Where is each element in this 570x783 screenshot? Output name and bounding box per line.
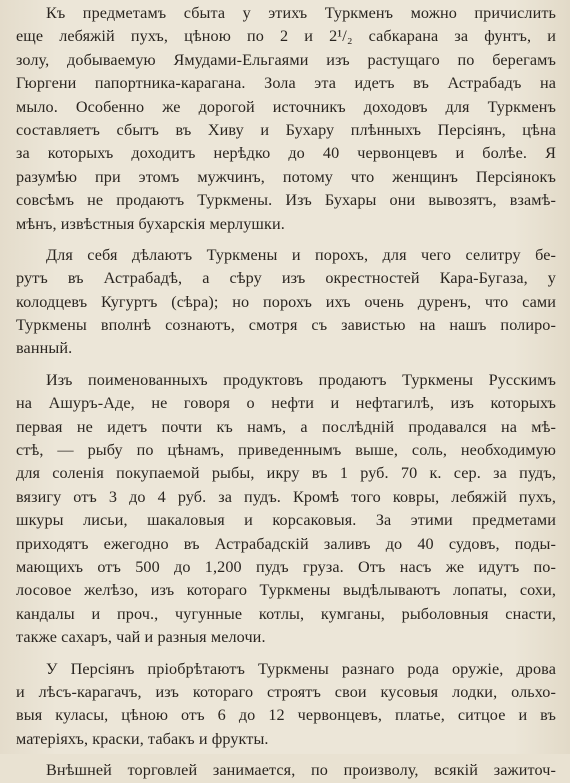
text-line: золу, добываемую Ямудами-Ельгаями изъ растущаго по берегамъ <box>16 50 556 69</box>
paragraph-gap <box>16 751 556 759</box>
text-line: на Ашуръ-Аде, не говоря о нефти и нефтагилѣ, изъ которыхъ <box>16 394 556 413</box>
text-line: У Персіянъ пріобрѣтаютъ Туркмены разнаго рода оружіе, дрова <box>46 659 556 678</box>
text-line: колодцевъ Кугуртъ (сѣра); но порохъ ихъ очень дуренъ, что сами <box>16 292 556 311</box>
text-line: Къ предметамъ сбыта у этихъ Туркменъ можно причислить <box>46 4 556 22</box>
text-line: также сахаръ, чай и разныя мелочи. <box>16 628 266 647</box>
paragraph-gap <box>16 650 556 658</box>
text-line: Внѣшней торговлей занимается, по произволу, всякій зажиточ- <box>46 761 556 780</box>
text-line: составляетъ сбытъ въ Хиву и Бухару плѣнныхъ Персіянъ, цѣна <box>16 120 556 139</box>
text-line: Для себя дѣлаютъ Туркмены и порохъ, для чего селитру бе- <box>46 245 556 264</box>
text-line: вязигу отъ 3 до 4 руб. за пудъ. Кромѣ того ковры, лебяжій пухъ, <box>16 487 556 506</box>
text-line: за которыхъ доходитъ нерѣдко до 40 червонцевъ и болѣе. Я <box>16 144 556 163</box>
text-line: кандалы и проч., чугунные котлы, кумганы, рыболовныя снасти, <box>16 604 556 623</box>
text-line: мѣнъ, извѣстныя бухарскія мерлушки. <box>16 214 285 233</box>
text-line: рутъ въ Астрабадѣ, а сѣру изъ окрестностей Кара-Бугаза, у <box>16 269 556 288</box>
text-line: для соленія покупаемой рыбы, икру въ 1 руб. 70 к. сер. за пудъ, <box>16 464 556 483</box>
text-line: шкуры лисьи, шакаловыя и корсаковыя. За этими предметами <box>16 511 556 530</box>
text-line: матеріяхъ, краски, табакъ и фрукты. <box>16 729 269 748</box>
text-line: выя куласы, цѣною отъ 6 до 12 червонцевъ, платье, ситцое и въ <box>16 706 556 725</box>
paragraph-3 <box>16 369 556 650</box>
text-line: еще лебяжій пухъ, цѣною по 2 и 2¹/₂ сабкарана за фунтъ, и <box>16 27 556 46</box>
text-line: мающихъ отъ 500 до 1,200 пудъ груза. Отъ насъ же идутъ по- <box>16 557 556 576</box>
text-line: Изъ поименованныхъ продуктовъ продаютъ Туркмены Русскимъ <box>46 370 556 389</box>
text-line: первая не идетъ почти къ намъ, а послѣдній продавался на мѣ- <box>16 417 556 436</box>
page-text <box>16 2 556 783</box>
paragraph-gap <box>16 361 556 369</box>
text-line: разумѣю при этомъ мужчинъ, потому что женщинъ Персіянокъ <box>16 167 556 186</box>
paragraph-gap <box>16 236 556 244</box>
text-line: стѣ, — рыбу по цѣнамъ, приведеннымъ выше, соль, необходимую <box>16 441 556 460</box>
text-line: и лѣсъ-карагачъ, изъ котораго строятъ свои кусовыя лодки, ольхо- <box>16 682 556 701</box>
text-line: приходятъ ежегодно въ Астрабадскій заливъ до 40 судовъ, поды- <box>16 534 556 553</box>
paragraph-2 <box>16 244 556 361</box>
text-line: лосовое желѣзо, изъ котораго Туркмены выдѣлываютъ лопаты, сохи, <box>16 581 556 600</box>
paragraph-5 <box>16 759 556 782</box>
paragraph-4 <box>16 658 556 752</box>
text-line: Туркмены вполнѣ сознаютъ, смотря съ завистью на нашъ полиро- <box>16 316 556 335</box>
text-line: мыло. Особенно же дорогой источникъ доходовъ для Туркменъ <box>16 97 556 116</box>
paragraph-1 <box>16 2 556 236</box>
text-line: совсѣмъ не продаютъ Туркмены. Изъ Бухары они вывозятъ, взамѣ- <box>16 191 556 210</box>
text-line: ванный. <box>16 339 73 358</box>
text-line: Гюргени папортника-карагана. Зола эта идетъ въ Астрабадъ на <box>16 74 556 93</box>
